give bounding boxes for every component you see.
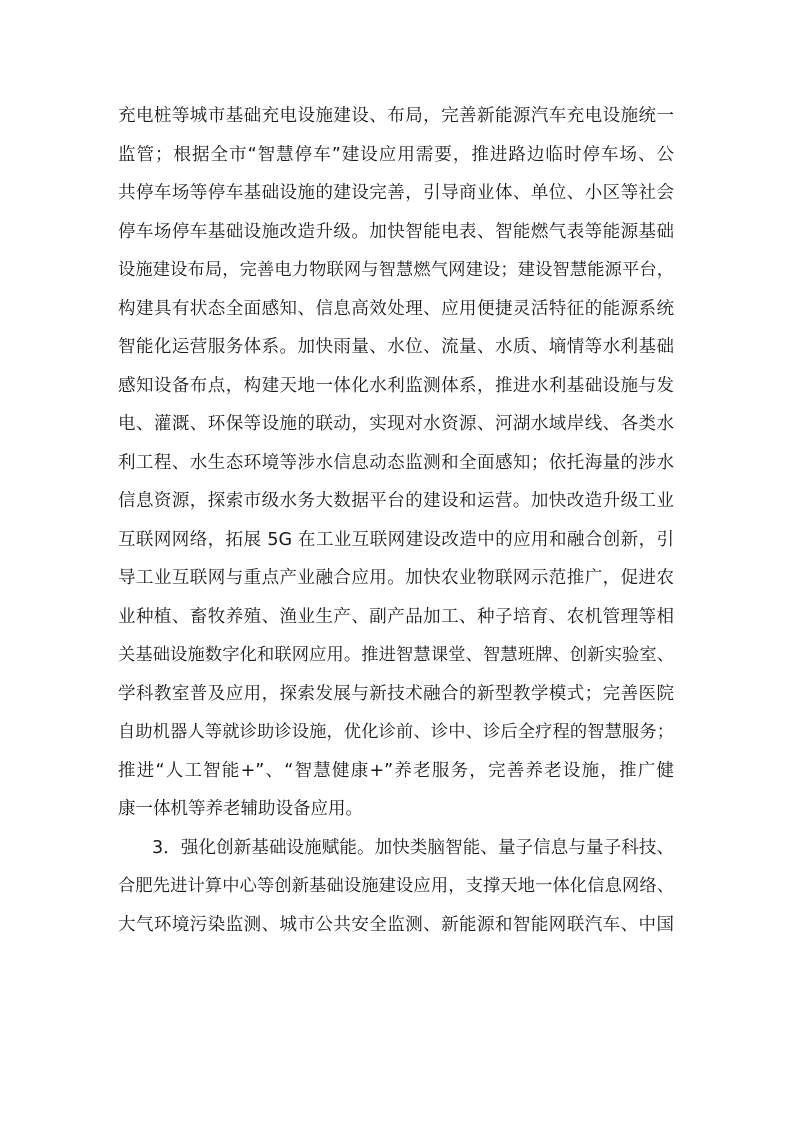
text-line: 信息资源，探索市级水务大数据平台的建设和运营。加快改造升级工业 <box>118 491 674 511</box>
text-line: 共停车场等停车基础设施的建设完善，引导商业体、单位、小区等社会 <box>118 183 674 203</box>
text-line: 设施建设布局，完善电力物联网与智慧燃气网建设；建设智慧能源平台， <box>118 260 674 280</box>
text-line: 智能化运营服务体系。加快雨量、水位、流量、水质、墒情等水利基础 <box>118 337 674 357</box>
text-line: 互联网网络，拓展 5G 在工业互联网建设改造中的应用和融合创新，引 <box>118 529 674 550</box>
text-line: 监管；根据全市“智慧停车”建设应用需要，推进路边临时停车场、公 <box>118 144 674 165</box>
body-text <box>118 97 674 944</box>
section-heading-line: 3．强化创新基础设施赋能。加快类脑智能、量子信息与量子科技、 <box>152 837 674 858</box>
text-line: 构建具有状态全面感知、信息高效处理、应用便捷灵活特征的能源系统 <box>118 298 674 319</box>
text-line: 导工业互联网与重点产业融合应用。加快农业物联网示范推广，促进农 <box>118 568 674 588</box>
text-line: 感知设备布点，构建天地一体化水利监测体系，推进水利基础设施与发 <box>118 375 674 396</box>
text-line: 合肥先进计算中心等创新基础设施建设应用，支撑天地一体化信息网络、 <box>118 876 674 896</box>
text-line: 学科教室普及应用，探索发展与新技术融合的新型教学模式；完善医院 <box>118 683 674 704</box>
text-line: 大气环境污染监测、城市公共安全监测、新能源和智能网联汽车、中国 <box>118 914 674 935</box>
paragraph-end-line: 康一体机等养老辅助设备应用。 <box>118 799 363 819</box>
text-line: 关基础设施数字化和联网应用。推进智慧课堂、智慧班牌、创新实验室、 <box>118 645 674 665</box>
text-line: 充电桩等城市基础充电设施建设、布局，完善新能源汽车充电设施统一 <box>118 106 674 126</box>
text-line: 推进“人工智能+”、“智慧健康+”养老服务，完善养老设施，推广健 <box>118 760 674 781</box>
text-line: 业种植、畜牧养殖、渔业生产、副产品加工、种子培育、农机管理等相 <box>118 606 674 627</box>
text-line: 停车场停车基础设施改造升级。加快智能电表、智能燃气表等能源基础 <box>118 221 674 242</box>
text-line: 自助机器人等就诊助诊设施，优化诊前、诊中、诊后全疗程的智慧服务； <box>118 722 674 742</box>
text-line: 利工程、水生态环境等涉水信息动态监测和全面感知；依托海量的涉水 <box>118 452 674 473</box>
text-line: 电、灌溉、环保等设施的联动，实现对水资源、河湖水域岸线、各类水 <box>118 414 674 434</box>
